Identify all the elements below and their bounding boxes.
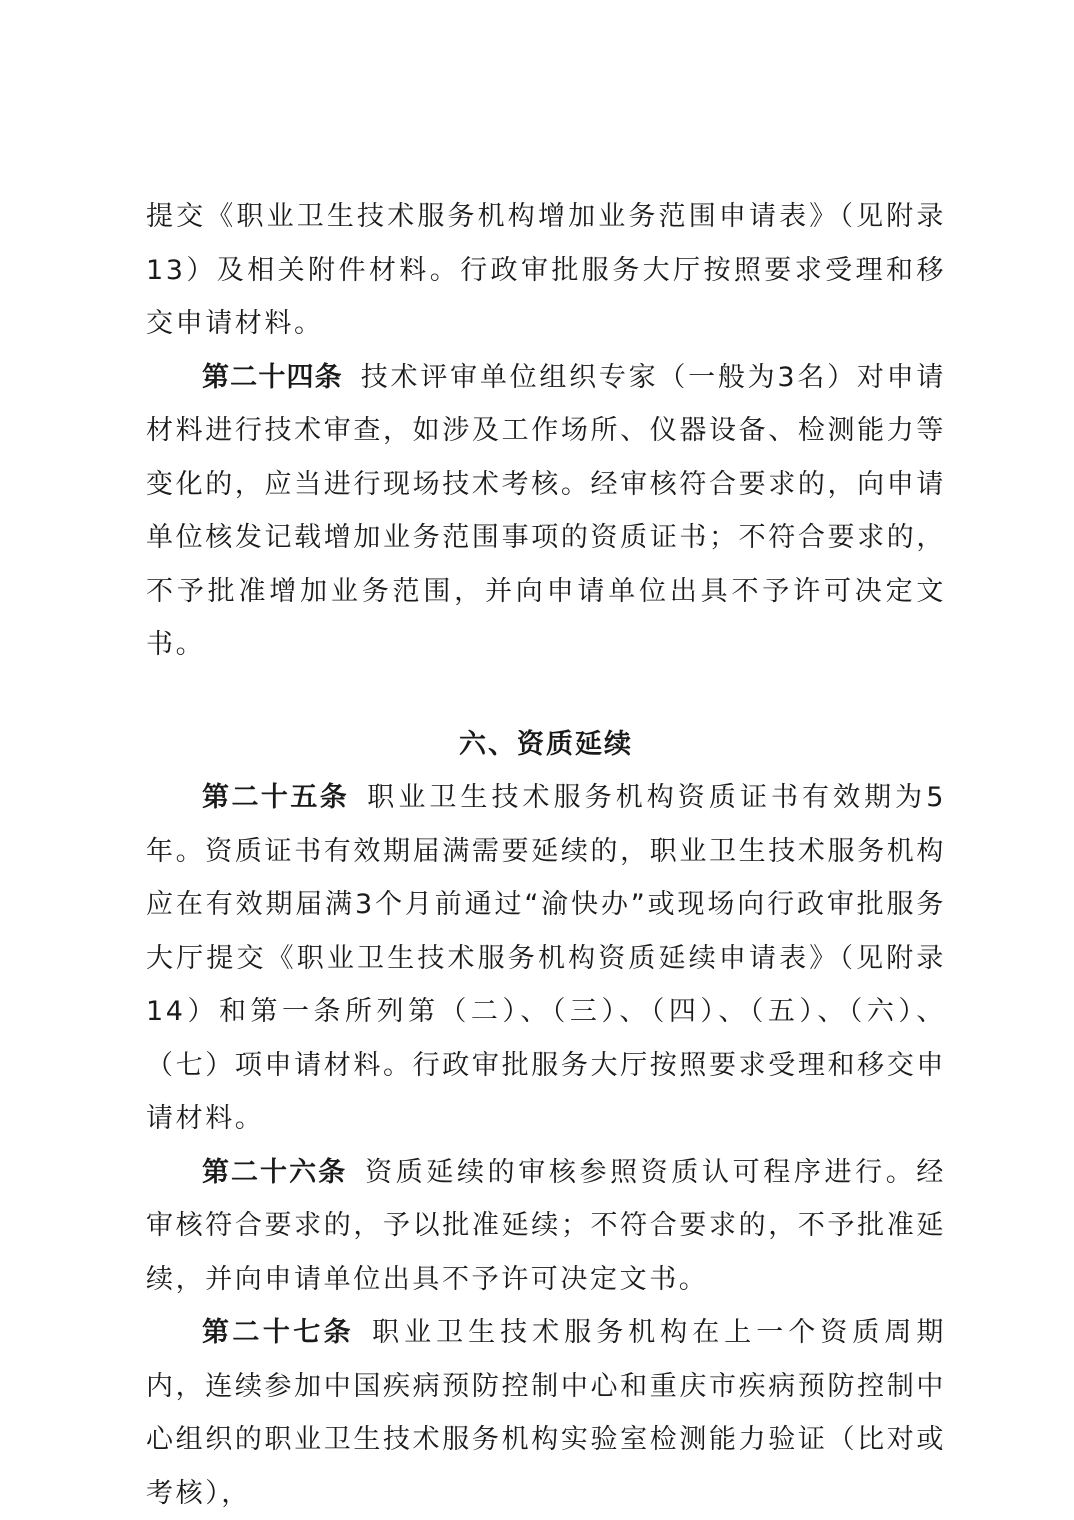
paragraph-continuation [146,190,946,351]
article-number: 第二十四条 [202,361,343,393]
paragraph-text: 职业卫生技术服务机构在上一个资质周期内，连续参加中国疾病预防控制中心和重庆市疾病预防控制中心组织的职业卫生技术服务机构实验室检测能力验证（比对或考核）， [146,1317,946,1509]
paragraph-text: 职业卫生技术服务机构资质证书有效期为5年。资质证书有效期届满需要延续的，职业卫生技术服务机构应在有效期届满3个月前通过“渝快办”或现场向行政审批服务大厅提交《职业卫生技术服务机构资质延续申请表》（见附录14）和第一条所列第（二）、（三）、（四）、（五）、（六）、（七）项申请材料。行政审批服务大厅按照要求受理和移交申请材料。 [146,782,946,1134]
article-number: 第二十七条 [202,1317,355,1348]
article-number: 第二十六条 [202,1156,348,1188]
article-26 [146,1146,946,1307]
document-body [146,190,946,1520]
section-heading: 六、资质延续 [459,728,633,760]
paragraph-text: 技术评审单位组织专家（一般为3名）对申请材料进行技术审查，如涉及工作场所、仪器设备、检测能力等变化的，应当进行现场技术考核。经审核符合要求的，向申请单位核发记载增加业务范围事项的资质证书；不符合要求的，不予批准增加业务范围，并向申请单位出具不予许可决定文书。 [146,361,946,660]
paragraph-text: 资质延续的审核参照资质认可程序进行。经审核符合要求的，予以批准延续；不符合要求的，不予批准延续，并向申请单位出具不予许可决定文书。 [146,1156,947,1295]
article-number: 第二十五条 [202,782,350,813]
article-24 [146,351,946,672]
article-27 [146,1306,946,1520]
paragraph-text: 提交《职业卫生技术服务机构增加业务范围申请表》（见附录13）及相关附件材料。行政审批服务大厅按照要求受理和移交申请材料。 [146,201,946,339]
article-25 [146,771,946,1146]
